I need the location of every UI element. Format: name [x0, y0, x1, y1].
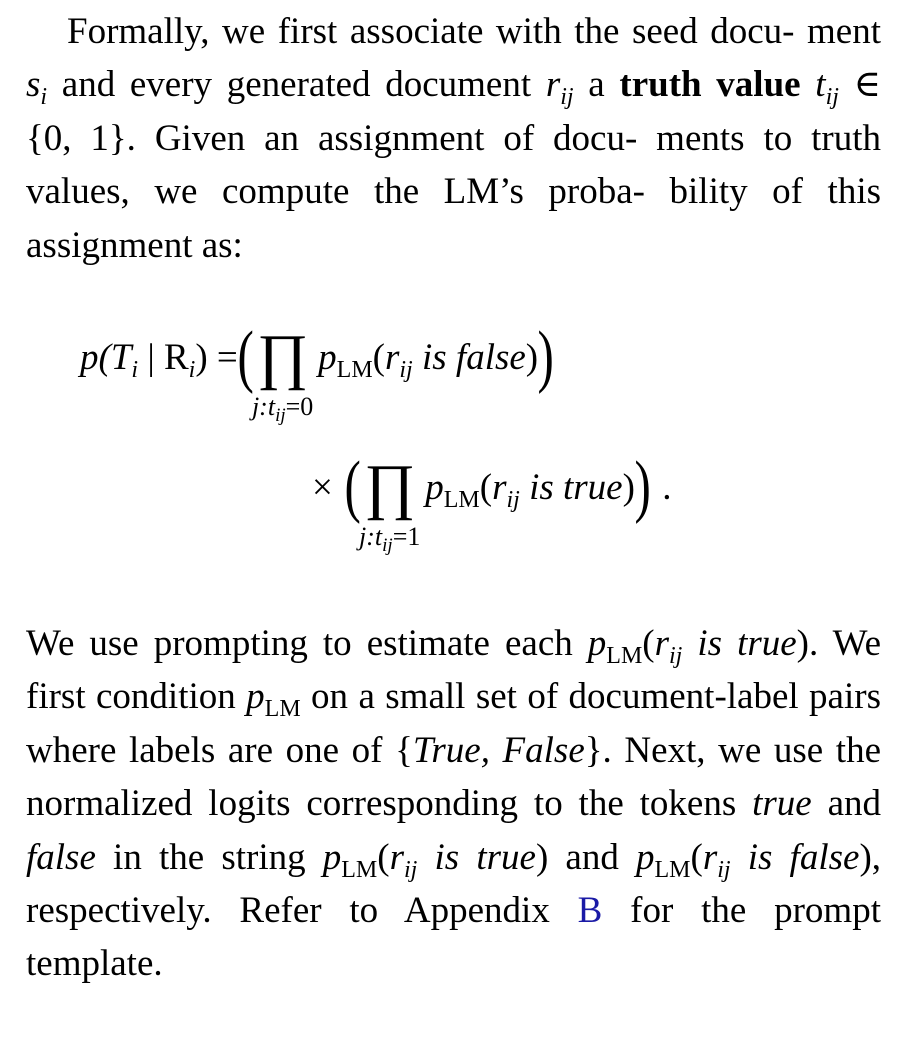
product-symbol: ∏ — [257, 323, 309, 391]
term-true: $p_{LM}(r_{ij}$ is true) — [425, 466, 635, 513]
left-paren: ( — [344, 448, 361, 525]
equation-line-1 — [80, 318, 554, 426]
math-set: ∈ {0, 1} — [26, 64, 882, 159]
term-false: $p_{LM}(r_{ij}$ is false) — [318, 336, 539, 383]
math-plm-false: $p_{LM}(r_{ij}$ is false) — [636, 836, 872, 883]
product-index-false: $j:t_{ij}=0$ — [251, 392, 314, 426]
token-true: true — [752, 783, 812, 825]
equation-line-2 — [312, 448, 672, 556]
text-segment: and — [548, 836, 636, 878]
math-var-t: t — [815, 64, 826, 106]
paragraph-formal-definition — [26, 5, 881, 272]
token-false: false — [26, 836, 96, 878]
text-segment: We first condition — [26, 623, 881, 718]
times-symbol: × — [312, 466, 333, 508]
text-segment: , respectively. Refer to Appendix — [26, 836, 882, 932]
product-symbol: ∏ — [364, 453, 416, 521]
product-true — [359, 453, 421, 556]
text-segment: . Given an assignment of docu- ments to truth values, we compute the LM’s proba- bility of this assignment as: — [26, 117, 881, 266]
math-plm-true-2: $p_{LM}(r_{ij}$ is true) — [322, 836, 549, 883]
labels-set: True, False — [412, 729, 585, 771]
eq-period: . — [662, 466, 672, 508]
paragraph-prompting — [26, 617, 881, 991]
eq-lhs: $p(T_i$ | $R_i$) = — [80, 336, 238, 383]
appendix-link[interactable]: B — [577, 890, 603, 932]
text-segment: in the string — [95, 836, 323, 878]
math-plm: $p_{LM}$ — [246, 676, 301, 723]
text-segment: and — [811, 783, 881, 825]
text-segment: on a small set of document-label pairs where labels are one of { — [26, 676, 881, 771]
text-segment: }. Next, we use the normalized logits corresponding to the tokens — [26, 729, 882, 825]
math-plm-true: $p_{LM}(r_{ij}$ is true). — [587, 623, 819, 669]
text-segment: a — [573, 64, 620, 106]
text-segment: We use prompting to estimate each — [26, 623, 588, 664]
text-segment: for the prompt template. — [26, 890, 881, 985]
product-false — [251, 323, 314, 426]
math-subscript: ij — [560, 84, 574, 111]
math-subscript: ij — [825, 84, 839, 111]
text-segment: Formally, we first associate with the seed docu- ment — [67, 11, 881, 52]
product-index-true: $j:t_{ij}=1$ — [359, 522, 421, 556]
right-paren: ) — [634, 448, 651, 525]
right-paren: ) — [537, 318, 554, 395]
math-subscript: i — [40, 84, 48, 111]
math-var-r: r — [545, 64, 561, 106]
text-segment: and every generated document — [47, 64, 546, 106]
math-var-s: s — [26, 64, 41, 106]
bold-term-truth-value: truth value — [619, 64, 801, 106]
left-paren: ( — [237, 318, 254, 395]
